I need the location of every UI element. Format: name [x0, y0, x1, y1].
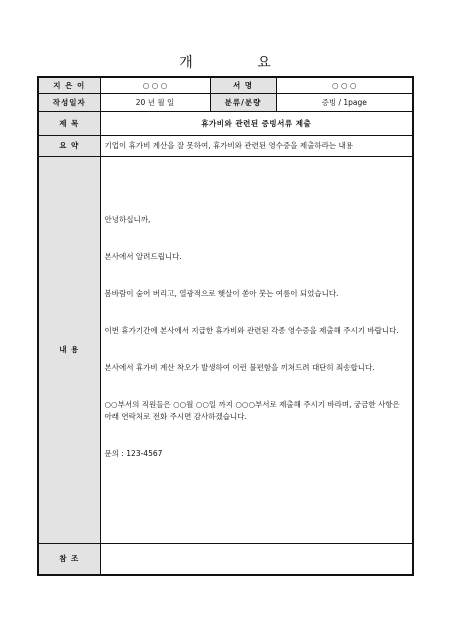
document-title: 개 요 — [179, 55, 301, 71]
date-label: 작성일자 — [38, 93, 100, 111]
content-paragraph: 본사에서 알려드립니다. — [104, 252, 182, 261]
signature-label: 서 명 — [210, 77, 276, 93]
reference-value[interactable] — [100, 543, 413, 575]
subject-label: 제 목 — [38, 111, 100, 135]
category-label: 분류/분량 — [210, 93, 276, 111]
subject-row — [38, 111, 413, 135]
reference-row — [38, 543, 413, 575]
date-row — [38, 93, 413, 111]
date-value[interactable]: 20 년 월 일 — [100, 93, 210, 111]
content-paragraph: 봄바람이 숨어 버리고, 열광적으로 햇살이 쏟아 붓는 여름이 되었습니다. — [104, 289, 339, 298]
overview-form-table — [37, 76, 414, 576]
reference-label: 참 조 — [38, 543, 100, 575]
summary-value[interactable]: 기업이 휴가비 계산을 잘 못하여, 휴가비와 관련된 영수증을 제출하라는 내용 — [100, 135, 413, 156]
content-body[interactable] — [100, 156, 413, 543]
signature-value[interactable]: ○ ○ ○ — [276, 77, 413, 93]
author-value[interactable]: ○ ○ ○ — [100, 77, 210, 93]
content-row — [38, 156, 413, 543]
content-contact: 문의 : 123-4567 — [104, 449, 163, 458]
author-label: 지 은 이 — [38, 77, 100, 93]
content-paragraph: 안녕하십니까, — [104, 215, 151, 224]
category-value[interactable]: 증빙 / 1page — [276, 93, 413, 111]
content-paragraph: ○○부서의 직원들은 ○○월 ○○일 까지 ○○○부서로 제출해 주시기 바라며, 궁금한 사항은 아래 연락처로 전화 주시면 감사하겠습니다. — [104, 400, 400, 421]
summary-row — [38, 135, 413, 156]
author-row — [38, 77, 413, 93]
content-paragraph: 이번 휴가기간에 본사에서 지급한 휴가비와 관련된 각종 영수증을 제출해 주시기 바랍니다. — [104, 326, 399, 335]
summary-label: 요 약 — [38, 135, 100, 156]
content-label: 내 용 — [38, 156, 100, 543]
content-paragraph: 본사에서 휴가비 계산 착오가 발생하여 이런 불편함을 끼쳐드려 대단히 죄송합니다. — [104, 363, 375, 372]
subject-value[interactable]: 휴가비와 관련된 증빙서류 제출 — [100, 111, 413, 135]
